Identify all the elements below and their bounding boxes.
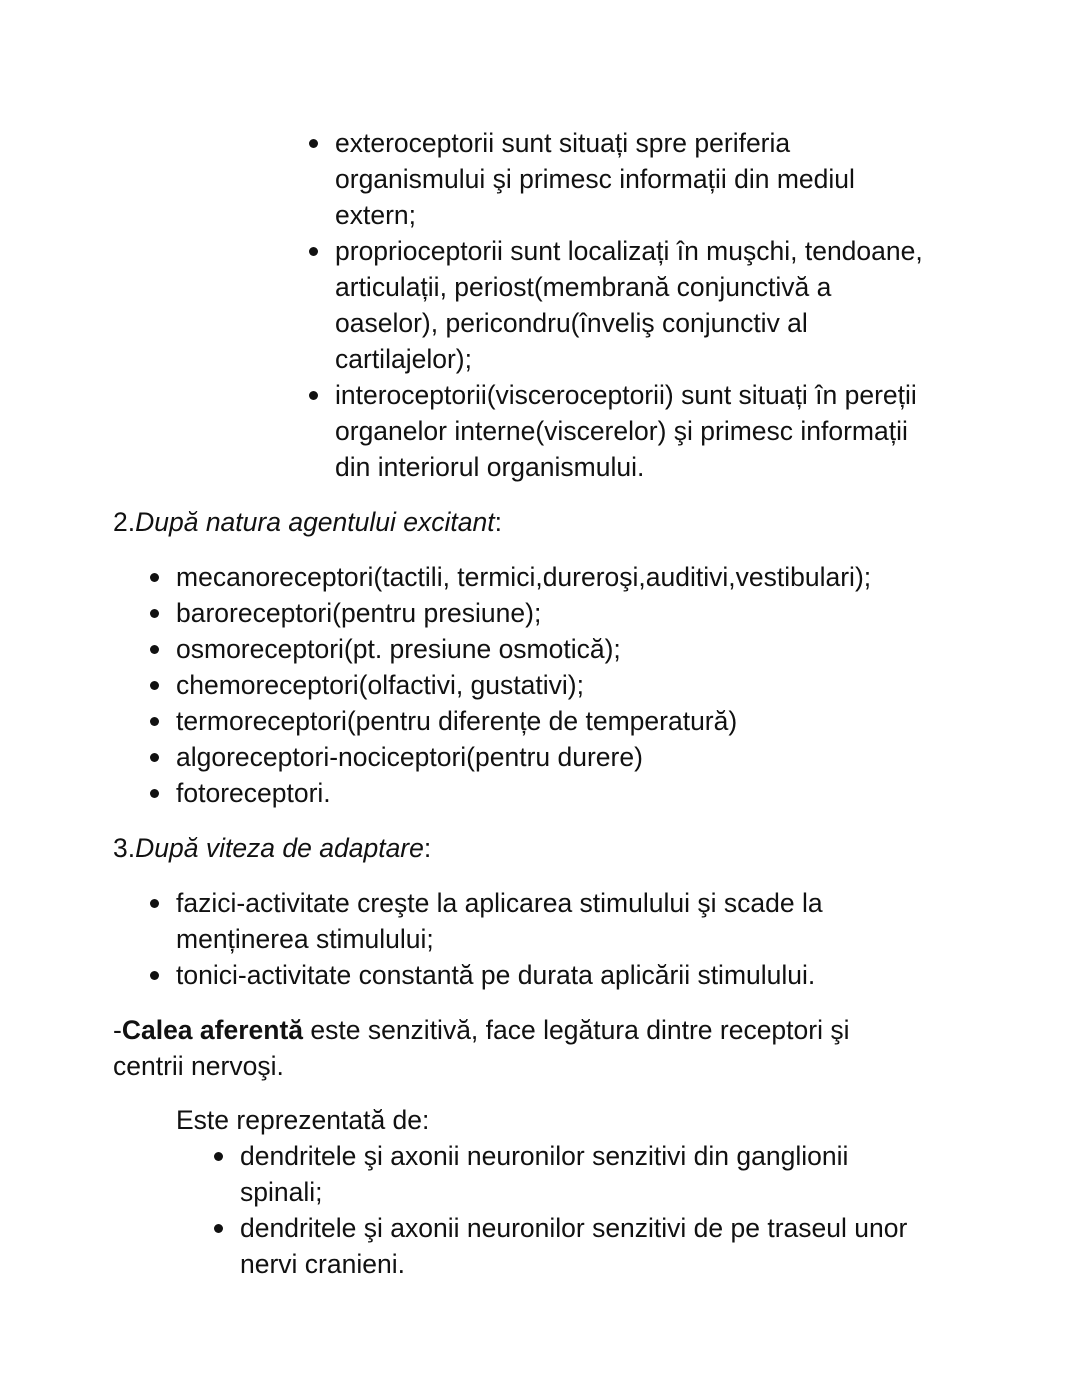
bullet-icon bbox=[150, 753, 159, 762]
text-line: termoreceptori(pentru diferențe de temperatură) bbox=[176, 706, 738, 736]
text-line: fotoreceptori. bbox=[176, 778, 331, 808]
represented-by-intro: Este reprezentată de: bbox=[176, 1105, 430, 1135]
bold-term: Calea aferentă bbox=[121, 1015, 304, 1045]
text-line: extern; bbox=[335, 200, 417, 230]
bullet-icon bbox=[150, 789, 159, 798]
list-item bbox=[176, 775, 993, 811]
section-3-heading bbox=[113, 830, 993, 866]
list-item bbox=[240, 1138, 993, 1210]
section-2-heading bbox=[113, 504, 993, 540]
list-item bbox=[176, 559, 993, 595]
text-line: oaselor), pericondru(înveliş conjunctiv al bbox=[335, 308, 808, 338]
list-item bbox=[176, 631, 993, 667]
adaptation-speed-list bbox=[176, 885, 993, 993]
text-line: articulații, periost(membrană conjunctivă a bbox=[335, 272, 832, 302]
list-item bbox=[176, 703, 993, 739]
text-line: algoreceptori-nociceptori(pentru durere) bbox=[176, 742, 643, 772]
text-line: exteroceptorii sunt situați spre periferia bbox=[335, 128, 791, 158]
section-title: După natura agentului excitant bbox=[135, 507, 495, 537]
text-line: dendritele şi axonii neuronilor senzitivi din ganglionii bbox=[240, 1141, 849, 1171]
list-item bbox=[176, 739, 993, 775]
bullet-icon bbox=[309, 247, 318, 256]
bullet-icon bbox=[150, 681, 159, 690]
section-number: 3. bbox=[113, 833, 136, 863]
bullet-icon bbox=[150, 645, 159, 654]
bullet-icon bbox=[150, 899, 159, 908]
list-item bbox=[240, 1210, 993, 1282]
section-number: 2. bbox=[113, 507, 136, 537]
list-item bbox=[335, 233, 993, 377]
stimulus-nature-list bbox=[176, 559, 993, 811]
colon: : bbox=[494, 507, 502, 537]
afferent-pathway-paragraph bbox=[113, 1012, 993, 1084]
text-line: baroreceptori(pentru presiune); bbox=[176, 598, 542, 628]
text-line: centrii nervoşi. bbox=[113, 1051, 284, 1081]
bullet-icon bbox=[150, 573, 159, 582]
text-line: cartilajelor); bbox=[335, 344, 472, 374]
text-line: fazici-activitate creşte la aplicarea stimulului şi scade la bbox=[176, 888, 823, 918]
dash: - bbox=[113, 1015, 122, 1045]
list-item bbox=[176, 957, 993, 993]
text-line: organelor interne(viscerelor) şi primesc informații bbox=[335, 416, 908, 446]
text-line: tonici-activitate constantă pe durata aplicării stimulului. bbox=[176, 960, 816, 990]
section-title: După viteza de adaptare bbox=[135, 833, 424, 863]
text-line: organismului şi primesc informații din mediul bbox=[335, 164, 855, 194]
text-line: este senzitivă, face legătura dintre receptori şi bbox=[303, 1015, 850, 1045]
bullet-icon bbox=[214, 1152, 223, 1161]
list-item bbox=[176, 667, 993, 703]
text-line: interoceptorii(visceroceptorii) sunt situați în pereții bbox=[335, 380, 917, 410]
text-line: proprioceptorii sunt localizați în muşchi, tendoane, bbox=[335, 236, 923, 266]
bullet-icon bbox=[150, 609, 159, 618]
text-line: dendritele şi axonii neuronilor senzitivi de pe traseul unor bbox=[240, 1213, 908, 1243]
text-line: mecanoreceptori(tactili, termici,dureroşi,auditivi,vestibulari); bbox=[176, 562, 872, 592]
text-line: nervi cranieni. bbox=[240, 1249, 405, 1279]
text-line: osmoreceptori(pt. presiune osmotică); bbox=[176, 634, 621, 664]
text-line: menținerea stimulului; bbox=[176, 924, 434, 954]
list-item bbox=[335, 377, 993, 485]
bullet-icon bbox=[150, 971, 159, 980]
colon: : bbox=[423, 833, 432, 863]
receptor-location-list bbox=[335, 125, 993, 485]
bullet-icon bbox=[309, 391, 318, 400]
text-line: spinali; bbox=[240, 1177, 323, 1207]
bullet-icon bbox=[309, 139, 318, 148]
text-line: din interiorul organismului. bbox=[335, 452, 645, 482]
list-item bbox=[176, 885, 993, 957]
bullet-icon bbox=[214, 1224, 223, 1233]
afferent-components-list bbox=[240, 1138, 993, 1282]
list-item bbox=[335, 125, 993, 233]
bullet-icon bbox=[150, 717, 159, 726]
document-page bbox=[113, 125, 993, 1282]
list-item bbox=[176, 595, 993, 631]
text-line: chemoreceptori(olfactivi, gustativi); bbox=[176, 670, 584, 700]
